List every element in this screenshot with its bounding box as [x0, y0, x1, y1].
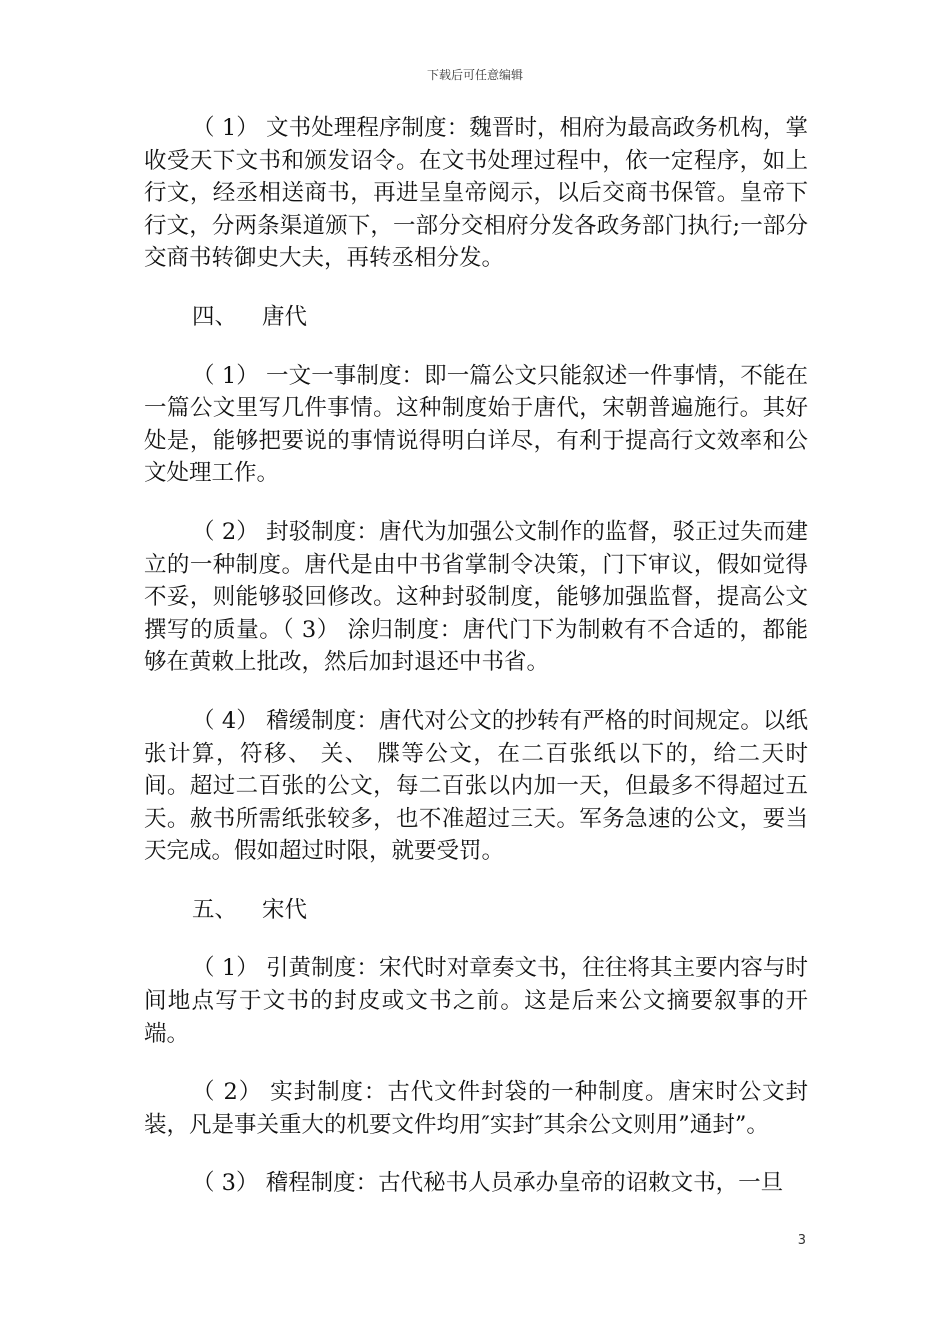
paragraph-jihuan-system: （ 4） 稽缓制度：唐代对公文的抄转有严格的时间规定。以纸张计算，符移、 关、 牒等公文，在二百张纸以下的，给二天时间。超过二百张的公文，每二百张以内加一天，但最多不得超过五天。赦书所需纸张较多，也不准超过三天。军务急速的公文，要当天完成。假如超过时限，就要受罚。 [144, 707, 808, 865]
section-number: 四、 [192, 303, 238, 330]
section-number: 五、 [192, 896, 238, 923]
page-number: 3 [797, 1233, 806, 1248]
paragraph-shifeng-system: （ 2） 实封制度：古代文件封袋的一种制度。唐宋时公文封装，凡是事关重大的机要文件均用″实封″其余公文则用”通封”。 [144, 1079, 808, 1138]
section-title: 唐代 [262, 303, 308, 330]
section-heading-song [144, 894, 808, 927]
paragraph-yinhuang-system: （ 1） 引黄制度：宋代时对章奏文书，往往将其主要内容与时间地点写于文书的封皮或文书之前。这是后来公文摘要叙事的开端。 [144, 955, 808, 1047]
page-header: 下载后可任意编辑 [426, 68, 523, 82]
paragraph-fengbo-system: （ 2） 封驳制度：唐代为加强公文制作的监督，驳正过失而建立的一种制度。唐代是由中书省掌制令决策，门下审议，假如觉得不妥，则能够驳回修改。这种封驳制度，能够加强监督，提高公文撰写的质量。（ 3） 涂归制度：唐代门下为制敕有不合适的，都能够在黄敕上批改，然后加封退还中书省。 [144, 518, 808, 676]
section-title: 宋代 [262, 896, 308, 923]
document-body [144, 112, 808, 1226]
paragraph-jicheng-system: （ 3） 稽程制度：古代秘书人员承办皇帝的诏敕文书，一旦 [192, 1170, 784, 1197]
paragraph-wei-jin-document-procedure: （ 1） 文书处理程序制度：魏晋时，相府为最高政务机构，掌收受天下文书和颁发诏令。在文书处理过程中，依一定程序，如上行文，经丞相送商书，再进呈皇帝阅示，以后交商书保管。皇帝下行文，分两条渠道颁下，一部分交相府分发各政务部门执行;一部分交商书转御史大夫，再转丞相分发。 [144, 115, 808, 272]
paragraph-one-document-one-matter: （ 1） 一文一事制度：即一篇公文只能叙述一件事情，不能在一篇公文里写几件事情。这种制度始于唐代，宋朝普遍施行。其好处是，能够把要说的事情说得明白详尽，有利于提高行文效率和公文处理工作。 [144, 362, 808, 487]
section-heading-tang [144, 301, 808, 334]
